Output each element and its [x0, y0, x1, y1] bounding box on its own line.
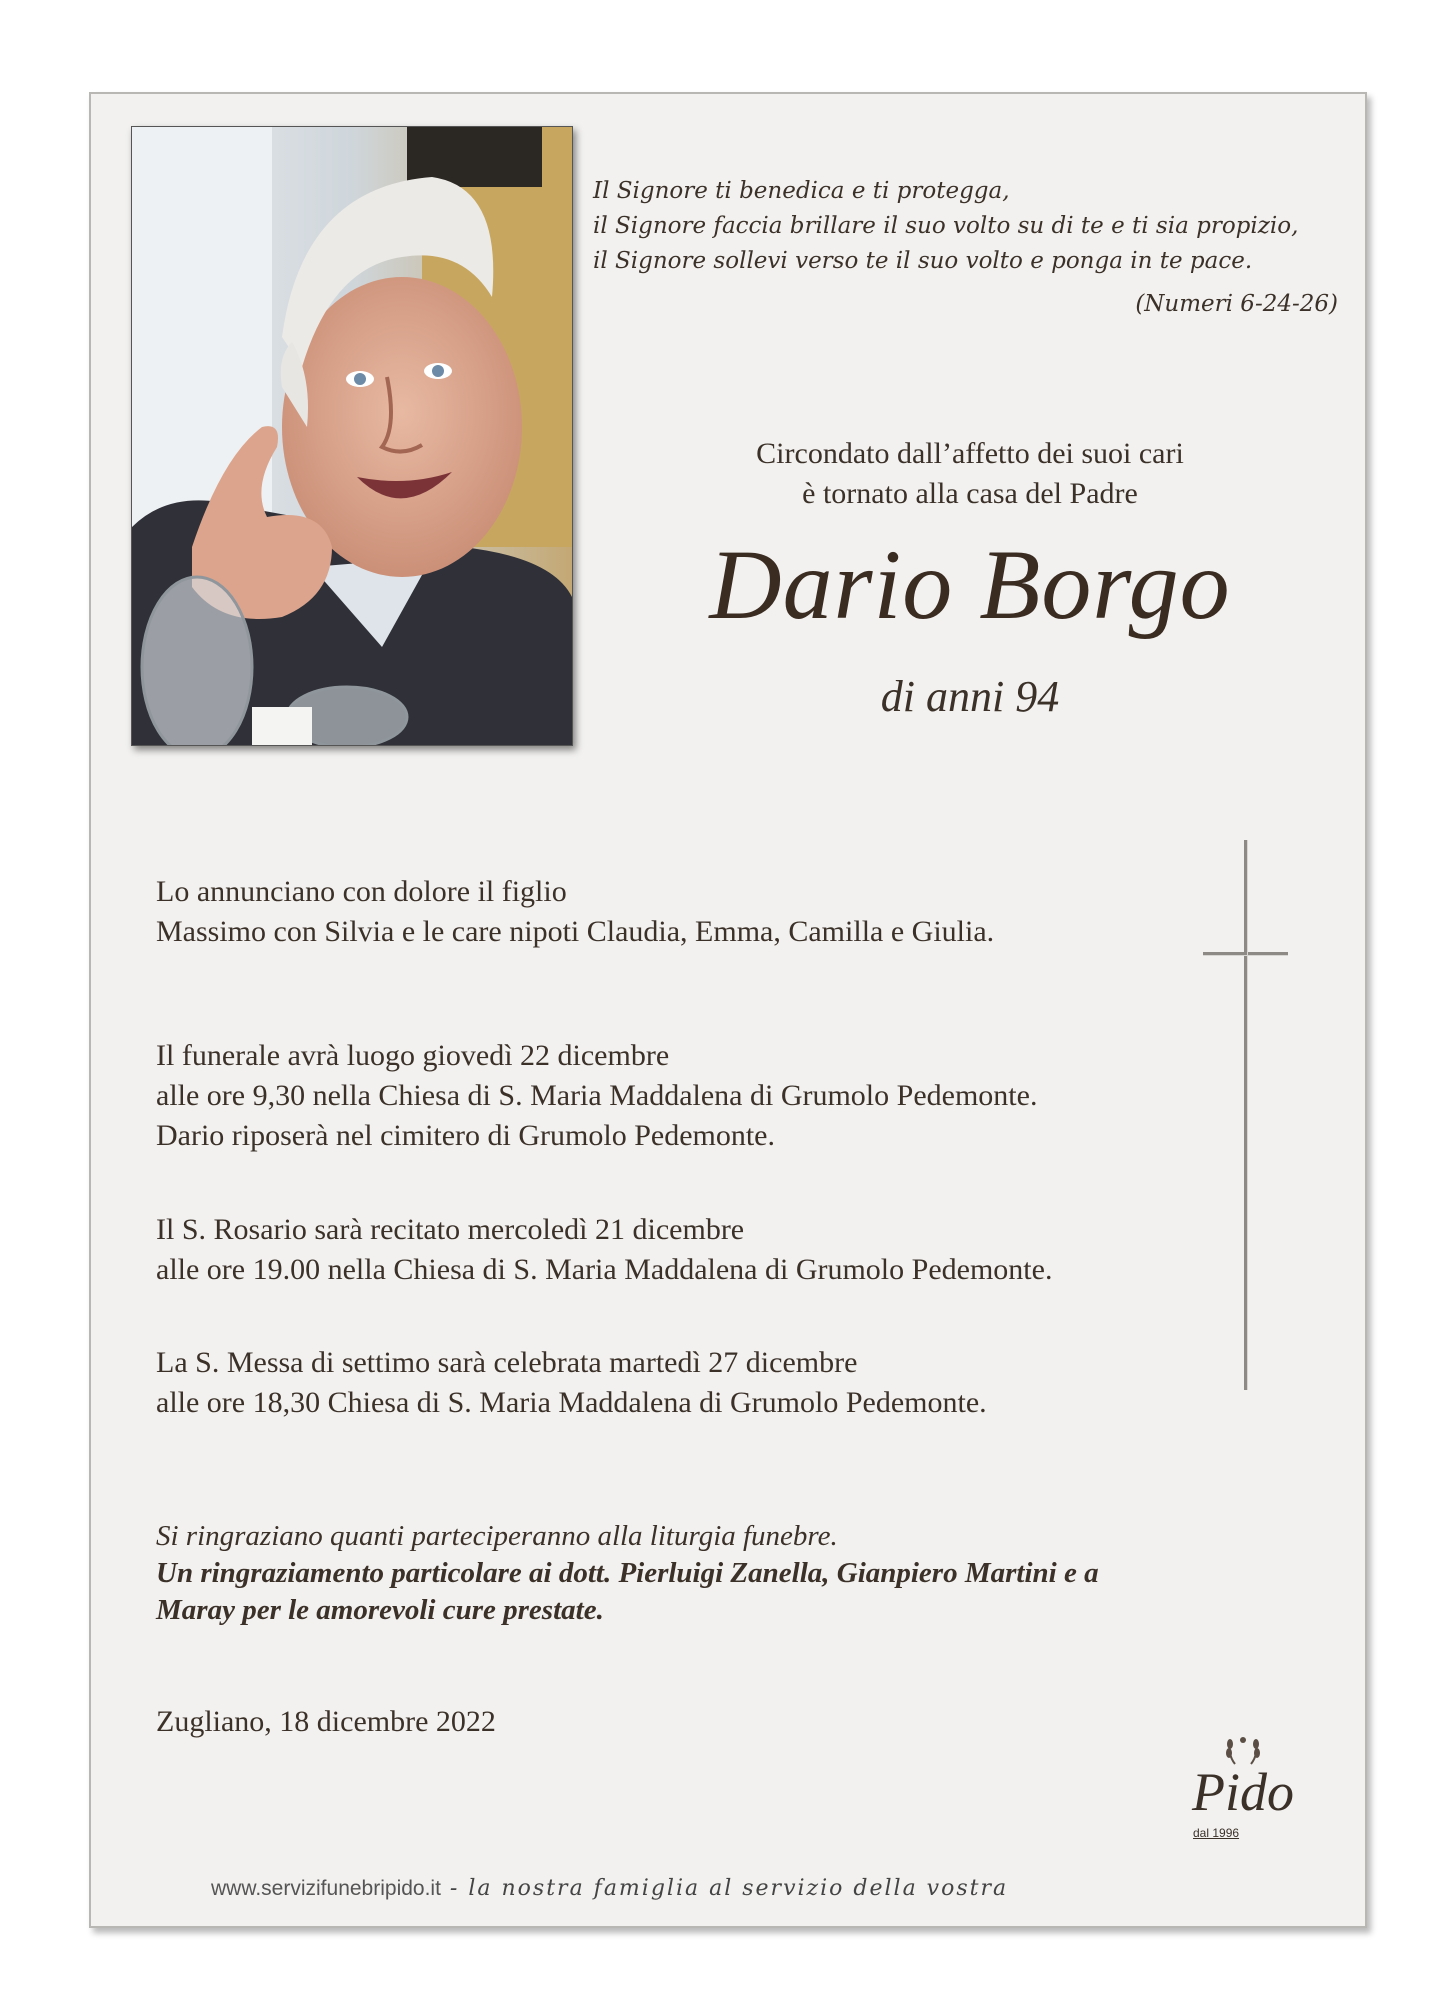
- announcement-paragraph: [156, 872, 1216, 952]
- logo-since: dal 1996: [1193, 1826, 1240, 1840]
- rosary-line: Il S. Rosario sarà recitato mercoledì 21 dicembre: [156, 1213, 745, 1246]
- announcement-line: Lo annunciano con dolore il figlio: [156, 875, 567, 908]
- thanks-line: Si ringraziano quanti parteciperanno alla liturgia funebre.: [156, 1520, 838, 1552]
- place-date: Zugliano, 18 dicembre 2022: [156, 1705, 496, 1738]
- verse-reference: (Numeri 6-24-26): [1135, 291, 1338, 317]
- acknowledgements: [156, 1518, 1216, 1629]
- deceased-age: di anni 94: [880, 672, 1060, 721]
- funeral-line: Il funerale avrà luogo giovedì 22 dicembre: [156, 1039, 670, 1072]
- logo-wordmark: Pido: [1192, 1762, 1294, 1822]
- mass-line: La S. Messa di settimo sarà celebrata martedì 27 dicembre: [156, 1346, 858, 1379]
- intro-text: [640, 434, 1300, 514]
- funeral-line: Dario riposerà nel cimitero di Grumolo Pedemonte.: [156, 1119, 775, 1152]
- mass-paragraph: [156, 1343, 1216, 1423]
- intro-line: Circondato dall’affetto dei suoi cari: [756, 437, 1184, 470]
- intro-line: è tornato alla casa del Padre: [802, 477, 1138, 510]
- verse-line: il Signore faccia brillare il suo volto su di te e ti sia propizio,: [593, 213, 1299, 239]
- thanks-line: Maray per le amorevoli cure prestate.: [156, 1594, 604, 1626]
- footer: [211, 1876, 1008, 1901]
- deceased-name: Dario Borgo: [709, 529, 1231, 640]
- portrait-photo: [131, 126, 573, 746]
- footer-tagline: - la nostra famiglia al servizio della vostra: [440, 1876, 1009, 1901]
- rosary-line: alle ore 19.00 nella Chiesa di S. Maria Maddalena di Grumolo Pedemonte.: [156, 1253, 1053, 1286]
- funeral-home-logo: [1183, 1732, 1303, 1842]
- thanks-line: Un ringraziamento particolare ai dott. Pierluigi Zanella, Gianpiero Martini e a: [156, 1557, 1099, 1589]
- bible-verse: [593, 174, 1343, 279]
- announcement-line: Massimo con Silvia e le care nipoti Claudia, Emma, Camilla e Giulia.: [156, 915, 995, 948]
- verse-line: Il Signore ti benedica e ti protegga,: [593, 178, 1010, 204]
- footer-website-link[interactable]: www.servizifunebripido.it: [211, 1877, 441, 1900]
- verse-line: il Signore sollevi verso te il suo volto e ponga in te pace.: [593, 248, 1253, 274]
- funeral-line: alle ore 9,30 nella Chiesa di S. Maria Maddalena di Grumolo Pedemonte.: [156, 1079, 1038, 1112]
- cross-icon: [1203, 840, 1293, 1390]
- funeral-paragraph: [156, 1036, 1216, 1156]
- rosary-paragraph: [156, 1210, 1216, 1290]
- mass-line: alle ore 18,30 Chiesa di S. Maria Maddalena di Grumolo Pedemonte.: [156, 1386, 987, 1419]
